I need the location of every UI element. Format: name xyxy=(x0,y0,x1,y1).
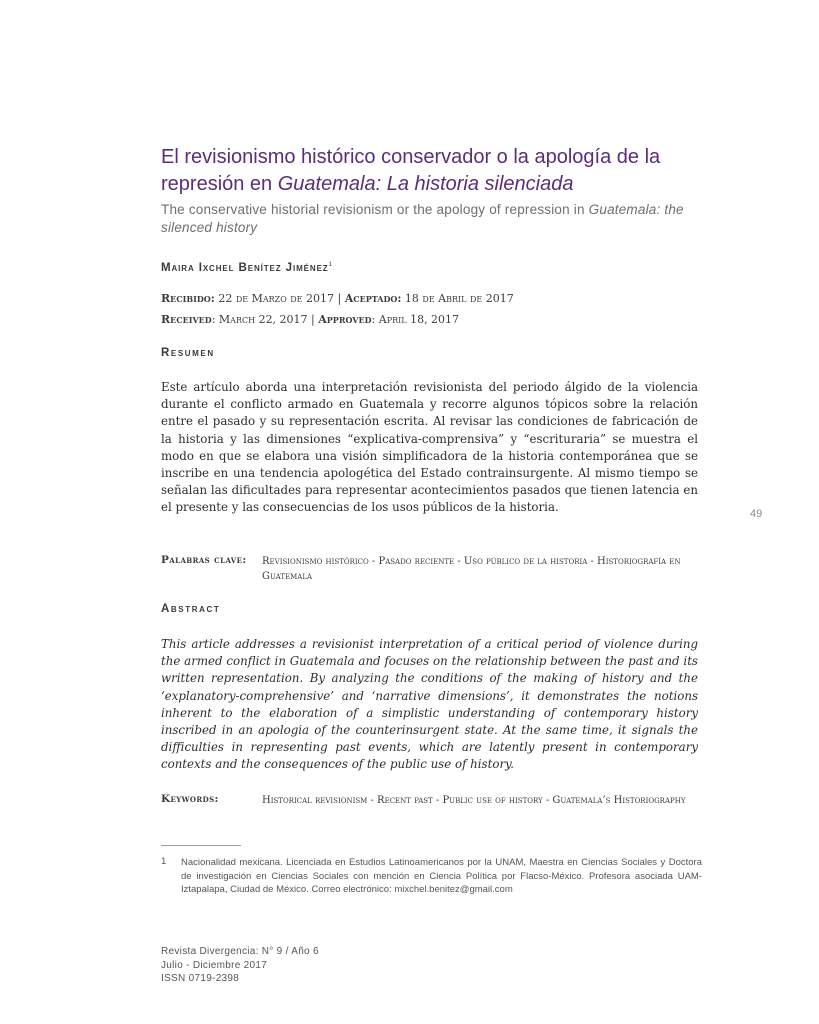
approved-value-en: : April 18, 2017 xyxy=(371,313,460,326)
received-value-es: 22 de Marzo de 2017 | xyxy=(214,292,345,305)
resumen-keywords-label: Palabras clave: xyxy=(161,554,247,566)
article-title xyxy=(161,144,721,198)
author-name-text: Maira Ixchel Benítez Jiménez xyxy=(161,262,329,274)
approved-label-en: Approved xyxy=(318,313,372,326)
resumen-heading: Resumen xyxy=(161,347,215,359)
author-name xyxy=(161,262,332,274)
article-subtitle xyxy=(161,201,721,237)
abstract-heading: Abstract xyxy=(161,603,221,615)
dates-english xyxy=(161,313,721,327)
accepted-label-es: Aceptado: xyxy=(344,292,402,305)
received-label-es: Recibido: xyxy=(161,292,215,305)
article-title-italic: Guatemala: La historia silenciada xyxy=(277,173,574,195)
journal-period: Julio - Diciembre 2017 xyxy=(161,959,268,971)
accepted-value-es: 18 de Abril de 2017 xyxy=(401,292,514,305)
resumen-keywords: Revisionismo histórico - Pasado reciente - Uso público de la historia - Historiografía en Guatemala xyxy=(262,556,681,582)
article-title-main: El revisionismo histórico conservador o la apología de la represión en xyxy=(161,146,661,195)
abstract-paragraph: This article addresses a revisionist interpretation of a critical period of violence during the armed conflict in Guatemala and focuses on the relationship between the past and its written representation. By analyzing the conditions of the making of history and the ‘explanatory-comprehensive’ and ‘narrative dimensions’, it demonstrates the notions inherent to the elaboration of a simplistic understanding of contemporary history inscribed in an apologia of the counterinsurgent state. At the same time, it signals the difficulties in representing past events, which are latently present in contemporary contexts and the consequences of the public use of history. xyxy=(161,637,698,772)
author-footnote-marker[interactable]: 1 xyxy=(328,262,332,269)
received-value-en: : March 22, 2017 | xyxy=(211,313,319,326)
abstract-keywords: Historical revisionism - Recent past - Public use of history - Guatemala’s Historiography xyxy=(262,795,686,806)
abstract-keywords-label: Keywords: xyxy=(161,793,219,805)
received-label-en: Received xyxy=(161,313,212,326)
journal-info xyxy=(161,945,319,986)
dates-spanish xyxy=(161,292,721,306)
footnote-text: Nacionalidad mexicana. Licenciada en Estudios Latinoamericanos por la UNAM, Maestra en Ciencias Sociales y Doctora de investigación en Ciencias Sociales con mención en Ciencia Política por Flacso-México. Profesora asociada UAM-Iztapalapa, Ciudad de México. Correo electrónico: mixchel.benitez@gmail.com xyxy=(181,857,702,895)
page-number: 49 xyxy=(750,508,763,520)
footnote-divider xyxy=(161,845,241,846)
article-subtitle-italic: Guatemala: the silenced history xyxy=(161,202,684,235)
article-subtitle-main: The conservative historial revisionism or the apology of repression in xyxy=(161,202,589,217)
journal-issn: ISSN 0719-2398 xyxy=(161,973,240,984)
journal-title: Revista Divergencia: N° 9 / Año 6 xyxy=(161,946,319,957)
footnote-number: 1 xyxy=(161,856,167,867)
resumen-paragraph: Este artículo aborda una interpretación revisionista del periodo álgido de la violencia durante el conflicto armado en Guatemala y recorre algunos tópicos sobre la relación entre el pasado y su representación escrita. Al revisar las condiciones de fabricación de la historia y las dimensiones “explicativa-comprensiva” y “escrituraria” se muestra el modo en que se elabora una visión simplificadora de la historia contemporánea que se inscribe en una tendencia apologética del Estado contrainsurgente. Al mismo tiempo se señalan las dificultades para representar acontecimientos pasados que tienen latencia en el presente y las consecuencias de los usos públicos de la historia. xyxy=(161,380,698,515)
